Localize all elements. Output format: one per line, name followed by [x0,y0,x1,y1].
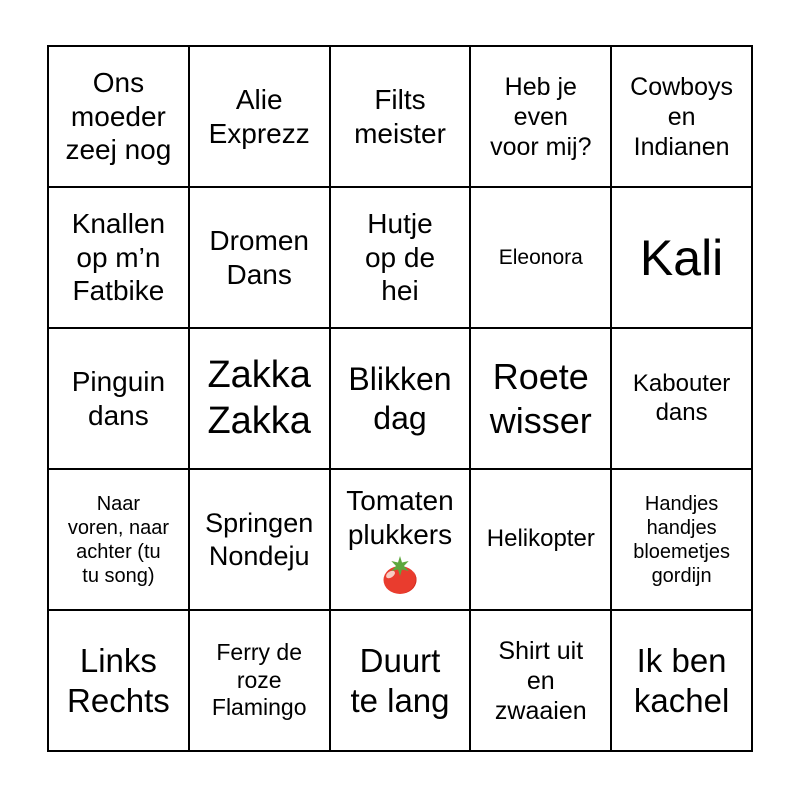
bingo-cell-text: Naar [96,492,141,515]
bingo-cell-text: Dromen [209,224,309,256]
bingo-cell-text: Kali [639,229,724,286]
bingo-cell[interactable] [331,47,470,186]
bingo-cell-text: achter (tu [76,540,161,563]
bingo-grid [47,45,753,752]
bingo-cell-text: Flamingo [211,694,307,721]
bingo-cell-text: Shirt uit [498,636,584,665]
bingo-cell-text: Dans [226,258,292,290]
tomato-icon-wrap [379,555,421,595]
bingo-cell-text: Springen [205,508,314,539]
bingo-cell-text: Duurt [359,641,441,679]
bingo-cell[interactable] [190,470,329,609]
bingo-cell-text: meister [354,117,446,149]
bingo-cell[interactable] [190,329,329,468]
bingo-cell-text: tu song) [82,564,155,587]
bingo-cell[interactable] [612,329,751,468]
bingo-cell-text: Pinguin [71,365,166,397]
bingo-cell-text: Blikken [348,361,452,398]
bingo-cell-text: Hutje [367,208,433,240]
bingo-cell[interactable] [331,329,470,468]
bingo-cell-text: dans [655,398,708,426]
bingo-cell-text: Knallen [71,208,166,240]
bingo-cell-text: voor mij? [490,132,592,161]
bingo-cell[interactable] [471,470,610,609]
bingo-cell-text: Nondeju [208,540,310,571]
bingo-cell-text: Rechts [67,681,170,719]
bingo-cell-text: Ferry de [216,639,303,666]
bingo-cell-text: te lang [350,681,450,719]
bingo-cell-text: Zakka [207,399,311,442]
bingo-cell[interactable] [49,329,188,468]
bingo-cell-text: Handjes [644,492,719,515]
bingo-cell[interactable] [471,188,610,327]
bingo-cell-text: moeder [70,100,166,132]
bingo-cell-text: op de [364,241,436,273]
bingo-cell-text: Kabouter [632,369,731,397]
bingo-cell-text: Fatbike [72,275,165,307]
bingo-cell[interactable] [612,611,751,750]
bingo-cell-text: Eleonora [498,245,583,269]
bingo-cell-text: Roete [492,356,589,398]
bingo-cell-text: voren, naar [67,516,169,539]
bingo-cell[interactable] [471,611,610,750]
bingo-cell-text: en [526,666,555,695]
bingo-cell-text: Helikopter [486,525,595,553]
bingo-cell[interactable] [612,470,751,609]
bingo-cell-text: op m’n [76,241,161,273]
bingo-cell-text: Ons [92,67,145,99]
bingo-cell-text: dag [373,399,427,436]
bingo-cell-text: gordijn [651,564,712,587]
bingo-cell-text: Zakka [207,353,311,396]
bingo-cell[interactable] [612,47,751,186]
bingo-cell[interactable] [612,188,751,327]
bingo-cell-text: Alie [235,83,283,115]
bingo-cell-text: Filts [374,83,426,115]
bingo-cell-text: zeej nog [65,134,172,166]
bingo-cell[interactable] [471,329,610,468]
bingo-cell[interactable] [190,47,329,186]
bingo-cell-text: Tomaten [346,484,454,516]
bingo-cell-text: wisser [489,399,592,441]
bingo-cell-text: kachel [633,681,730,719]
bingo-cell-text: Ik ben [636,641,727,679]
bingo-cell-text: Exprezz [208,117,310,149]
bingo-cell[interactable] [49,470,188,609]
bingo-cell[interactable] [331,188,470,327]
bingo-cell[interactable] [49,47,188,186]
bingo-cell[interactable] [331,470,470,609]
bingo-cell-text: even [513,102,568,131]
bingo-cell-text: handjes [646,516,717,539]
bingo-cell-text: en [667,102,696,131]
tomato-icon [379,555,421,595]
bingo-cell[interactable] [190,188,329,327]
bingo-cell[interactable] [190,611,329,750]
bingo-cell-text: Indianen [633,132,730,161]
bingo-cell-text: Links [79,641,157,679]
bingo-cell[interactable] [471,47,610,186]
bingo-cell[interactable] [49,611,188,750]
bingo-cell-text: plukkers [347,518,453,550]
bingo-cell-text: hei [381,275,419,307]
bingo-cell[interactable] [49,188,188,327]
bingo-cell-text: Cowboys [630,72,733,101]
bingo-cell-text: bloemetjes [633,540,730,563]
bingo-cell-text: Heb je [504,72,577,101]
bingo-cell-text: dans [88,399,149,431]
bingo-cell-text: roze [236,666,282,693]
bingo-cell[interactable] [331,611,470,750]
bingo-cell-text: zwaaien [494,696,587,725]
